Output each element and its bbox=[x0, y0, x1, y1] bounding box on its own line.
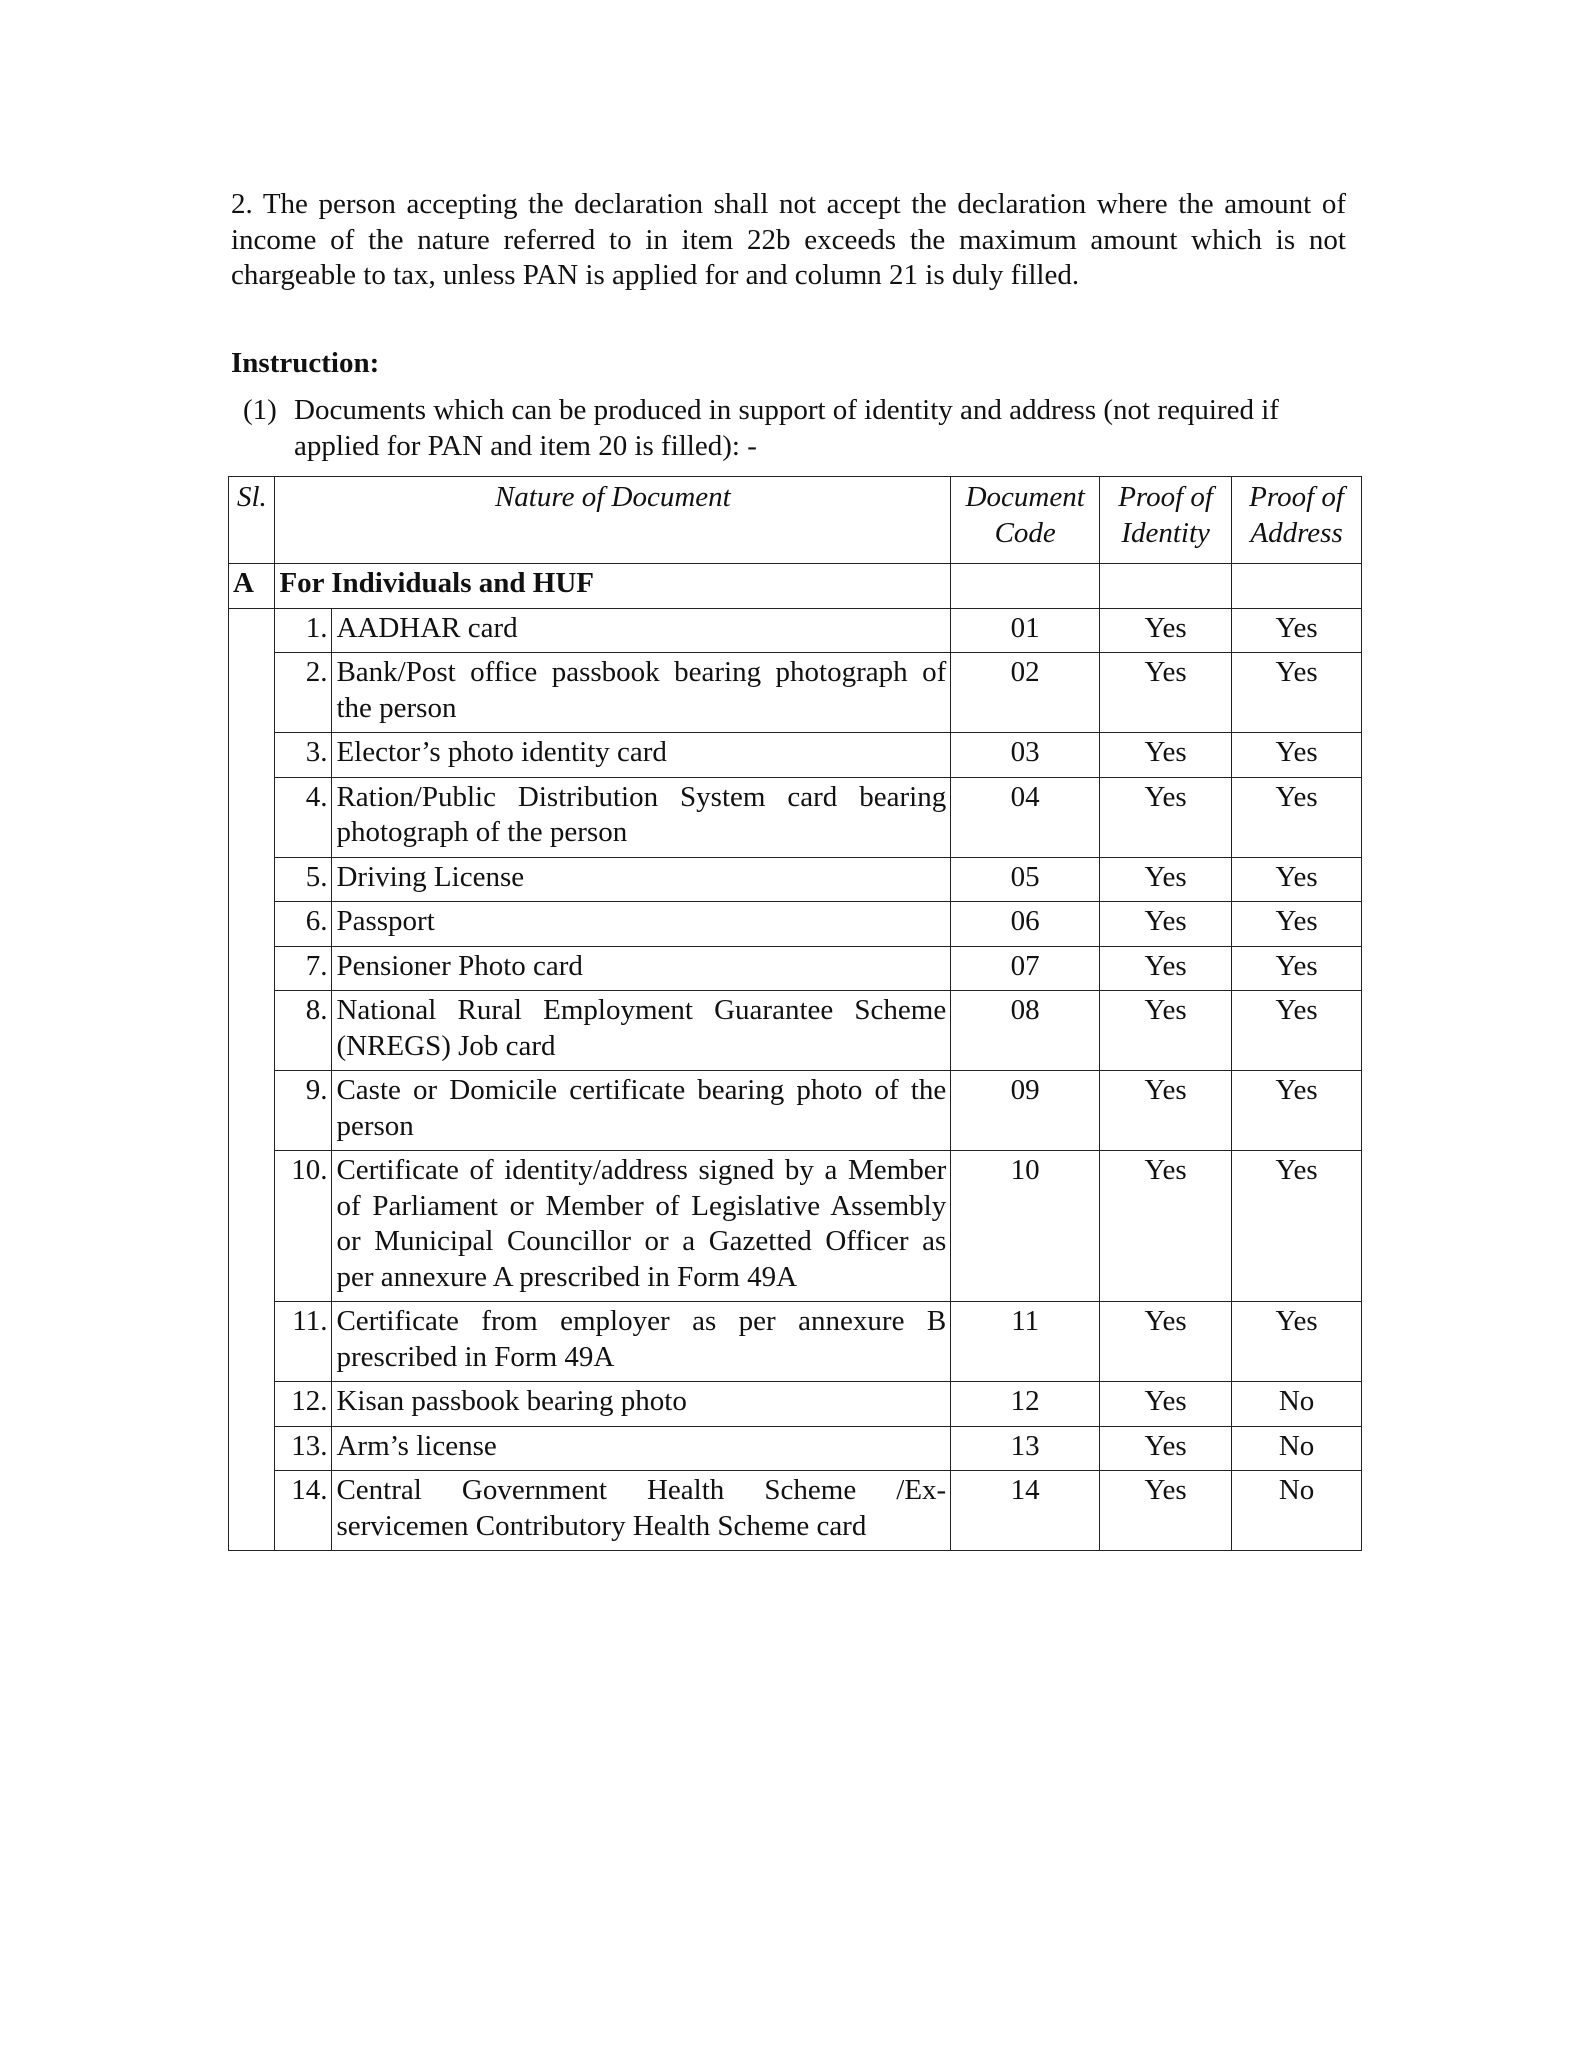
proof-of-identity: Yes bbox=[1100, 991, 1232, 1071]
table-row bbox=[229, 1382, 1362, 1427]
table-row bbox=[229, 653, 1362, 733]
table-header-row bbox=[229, 477, 1362, 564]
document-code: 02 bbox=[951, 653, 1100, 733]
proof-of-identity: Yes bbox=[1100, 1471, 1232, 1551]
proof-of-identity: Yes bbox=[1100, 1382, 1232, 1427]
table-row bbox=[229, 902, 1362, 947]
row-number: 12. bbox=[275, 1382, 332, 1427]
table-row bbox=[229, 991, 1362, 1071]
document-name: Central Government Health Scheme /Ex-servicemen Contributory Health Scheme card bbox=[332, 1471, 951, 1551]
declaration-note-2: 2. The person accepting the declaration shall not accept the declaration where the amount of income of the nature referred to in item 22b exceeds the maximum amount which is not chargeable to tax, unless PAN is applied for and column 21 is duly filled. bbox=[231, 188, 1346, 291]
section-letter: A bbox=[229, 564, 275, 609]
proof-of-address: Yes bbox=[1232, 1151, 1362, 1302]
document-code: 05 bbox=[951, 857, 1100, 902]
document-code: 01 bbox=[951, 608, 1100, 653]
table-row bbox=[229, 1426, 1362, 1471]
row-number: 9. bbox=[275, 1071, 332, 1151]
document-code: 08 bbox=[951, 991, 1100, 1071]
document-code: 13 bbox=[951, 1426, 1100, 1471]
row-number: 14. bbox=[275, 1471, 332, 1551]
proof-of-identity: Yes bbox=[1100, 1302, 1232, 1382]
documents-table bbox=[228, 476, 1362, 1551]
header-proof-of-identity: Proof of Identity bbox=[1100, 477, 1232, 564]
document-code: 06 bbox=[951, 902, 1100, 947]
proof-of-address: Yes bbox=[1232, 1302, 1362, 1382]
proof-of-address: Yes bbox=[1232, 946, 1362, 991]
table-row bbox=[229, 1302, 1362, 1382]
instruction-number: (1) bbox=[243, 394, 277, 426]
proof-of-identity: Yes bbox=[1100, 608, 1232, 653]
sl-blank-cell bbox=[229, 608, 275, 1551]
section-identity-cell bbox=[1100, 564, 1232, 609]
section-title: For Individuals and HUF bbox=[275, 564, 951, 609]
document-name: Ration/Public Distribution System card bearing photograph of the person bbox=[332, 777, 951, 857]
document-code: 07 bbox=[951, 946, 1100, 991]
proof-of-identity: Yes bbox=[1100, 902, 1232, 947]
table-row bbox=[229, 1071, 1362, 1151]
section-row bbox=[229, 564, 1362, 609]
header-document-code: Document Code bbox=[951, 477, 1100, 564]
proof-of-identity: Yes bbox=[1100, 946, 1232, 991]
proof-of-address: Yes bbox=[1232, 991, 1362, 1071]
document-code: 14 bbox=[951, 1471, 1100, 1551]
document-code: 09 bbox=[951, 1071, 1100, 1151]
proof-of-identity: Yes bbox=[1100, 653, 1232, 733]
row-number: 7. bbox=[275, 946, 332, 991]
row-number: 2. bbox=[275, 653, 332, 733]
proof-of-address: Yes bbox=[1232, 608, 1362, 653]
row-number: 5. bbox=[275, 857, 332, 902]
document-name: Certificate from employer as per annexure B prescribed in Form 49A bbox=[332, 1302, 951, 1382]
proof-of-address: Yes bbox=[1232, 1071, 1362, 1151]
document-name: National Rural Employment Guarantee Scheme (NREGS) Job card bbox=[332, 991, 951, 1071]
document-name: Bank/Post office passbook bearing photograph of the person bbox=[332, 653, 951, 733]
row-number: 8. bbox=[275, 991, 332, 1071]
document-code: 04 bbox=[951, 777, 1100, 857]
table-row bbox=[229, 1471, 1362, 1551]
document-code: 03 bbox=[951, 733, 1100, 778]
row-number: 3. bbox=[275, 733, 332, 778]
proof-of-address: No bbox=[1232, 1426, 1362, 1471]
instruction-heading: Instruction: bbox=[231, 347, 380, 379]
document-name: Caste or Domicile certificate bearing photo of the person bbox=[332, 1071, 951, 1151]
header-proof-of-address: Proof of Address bbox=[1232, 477, 1362, 564]
proof-of-identity: Yes bbox=[1100, 857, 1232, 902]
header-nature-of-document: Nature of Document bbox=[275, 477, 951, 564]
document-name: Pensioner Photo card bbox=[332, 946, 951, 991]
proof-of-address: Yes bbox=[1232, 733, 1362, 778]
document-name: Passport bbox=[332, 902, 951, 947]
table-row bbox=[229, 1151, 1362, 1302]
table-row bbox=[229, 733, 1362, 778]
row-number: 10. bbox=[275, 1151, 332, 1302]
document-code: 11 bbox=[951, 1302, 1100, 1382]
row-number: 11. bbox=[275, 1302, 332, 1382]
proof-of-identity: Yes bbox=[1100, 1426, 1232, 1471]
table-row bbox=[229, 857, 1362, 902]
proof-of-identity: Yes bbox=[1100, 1071, 1232, 1151]
proof-of-address: No bbox=[1232, 1382, 1362, 1427]
document-name: Driving License bbox=[332, 857, 951, 902]
document-name: AADHAR card bbox=[332, 608, 951, 653]
instruction-text: Documents which can be produced in support of identity and address (not required if applied for PAN and item 20 is filled): - bbox=[294, 394, 1279, 462]
document-name: Arm’s license bbox=[332, 1426, 951, 1471]
proof-of-identity: Yes bbox=[1100, 777, 1232, 857]
proof-of-address: Yes bbox=[1232, 857, 1362, 902]
row-number: 4. bbox=[275, 777, 332, 857]
proof-of-address: Yes bbox=[1232, 777, 1362, 857]
table-row bbox=[229, 946, 1362, 991]
section-address-cell bbox=[1232, 564, 1362, 609]
document-code: 10 bbox=[951, 1151, 1100, 1302]
document-name: Elector’s photo identity card bbox=[332, 733, 951, 778]
document-code: 12 bbox=[951, 1382, 1100, 1427]
proof-of-address: Yes bbox=[1232, 653, 1362, 733]
instruction-item-1 bbox=[243, 393, 1346, 464]
table-row bbox=[229, 608, 1362, 653]
proof-of-address: No bbox=[1232, 1471, 1362, 1551]
proof-of-address: Yes bbox=[1232, 902, 1362, 947]
row-number: 13. bbox=[275, 1426, 332, 1471]
table-row bbox=[229, 777, 1362, 857]
document-name: Certificate of identity/address signed by a Member of Parliament or Member of Legislative Assembly or Municipal Councillor or a Gazetted Officer as per annexure A prescribed in Form 49A bbox=[332, 1151, 951, 1302]
row-number: 6. bbox=[275, 902, 332, 947]
proof-of-identity: Yes bbox=[1100, 733, 1232, 778]
header-sl: Sl. bbox=[229, 477, 275, 564]
section-code-cell bbox=[951, 564, 1100, 609]
row-number: 1. bbox=[275, 608, 332, 653]
document-name: Kisan passbook bearing photo bbox=[332, 1382, 951, 1427]
proof-of-identity: Yes bbox=[1100, 1151, 1232, 1302]
